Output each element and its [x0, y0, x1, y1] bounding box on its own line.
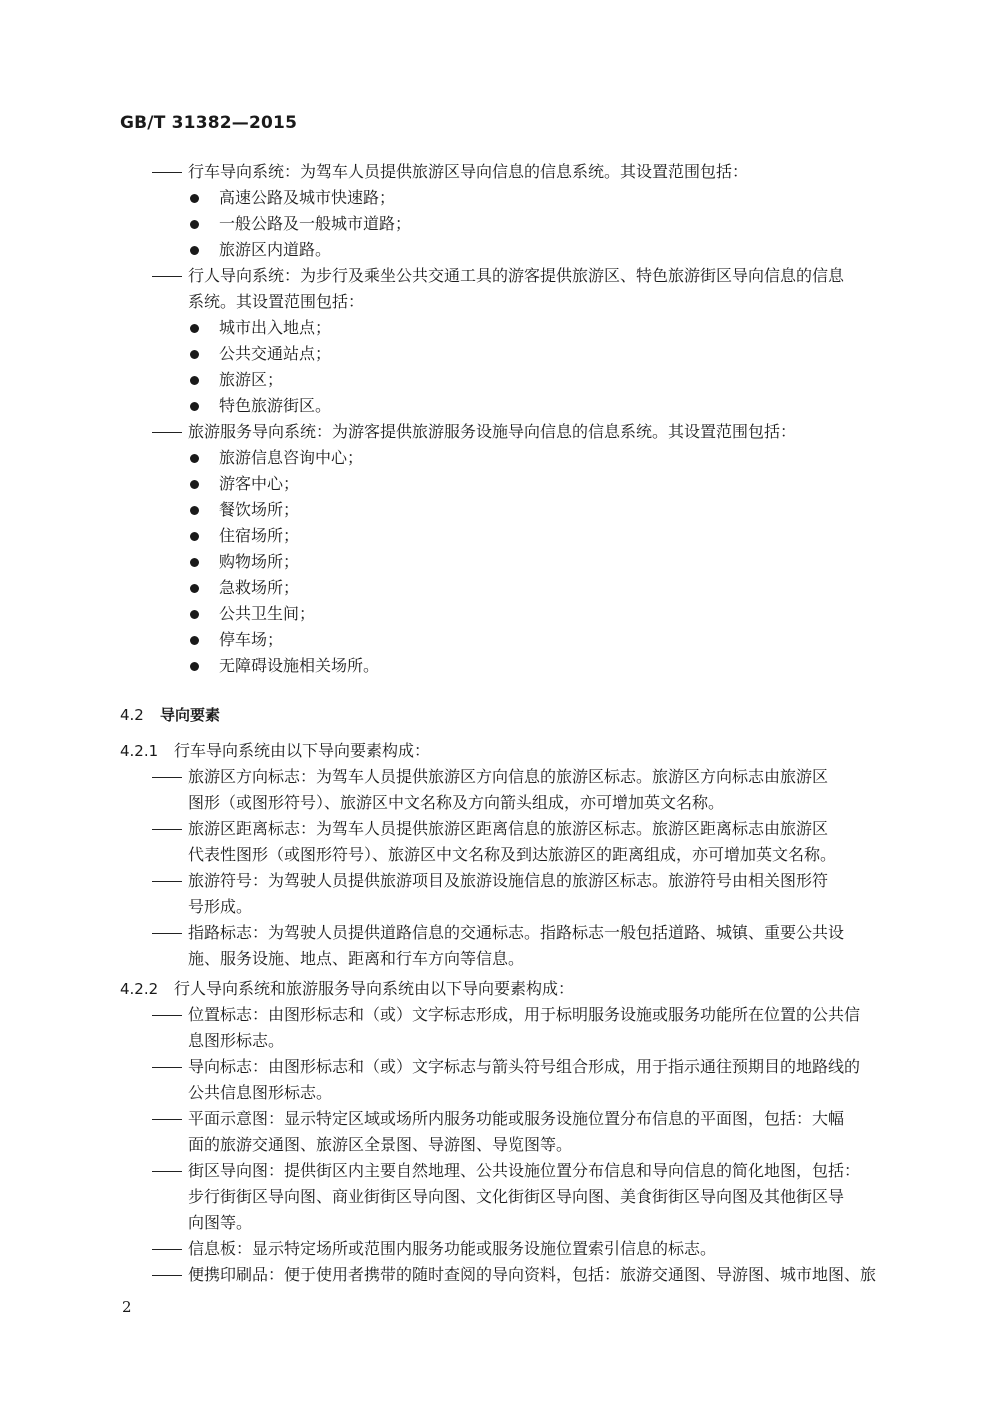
- element-definition-cont: 步行街街区导向图、商业街街区导向图、文化街街区导向图、美食街街区导向图及其他街区导: [188, 1187, 845, 1206]
- element-definition: 便携印刷品：便于使用者携带的随时查阅的导向资料，包括：旅游交通图、导游图、城市地图、旅: [188, 1265, 877, 1284]
- element-definition: 平面示意图：显示特定区域或场所内服务功能或服务设施位置分布信息的平面图，包括：大幅: [188, 1109, 845, 1128]
- service-guidance-definition: 旅游服务导向系统：为游客提供旅游服务设施导向信息的信息系统。其设置范围包括：: [188, 422, 797, 441]
- element-definition: 位置标志：由图形标志和（或）文字标志形成，用于标明服务设施或服务功能所在位置的公共信: [188, 1005, 861, 1024]
- dash-marker: [152, 881, 182, 882]
- dash-marker: [152, 1119, 182, 1120]
- driving-scope-item: 高速公路及城市快速路；: [219, 188, 396, 207]
- bullet-dot: [190, 532, 199, 541]
- element-definition-cont: 代表性图形（或图形符号）、旅游区中文名称及到达旅游区的距离组成，亦可增加英文名称。: [188, 845, 837, 864]
- service-scope-item: 急救场所；: [219, 578, 300, 597]
- element-definition: 旅游符号：为驾驶人员提供旅游项目及旅游设施信息的旅游区标志。旅游符号由相关图形符: [188, 871, 829, 890]
- bullet-dot: [190, 636, 199, 645]
- element-definition-cont: 施、服务设施、地点、距离和行车方向等信息。: [188, 949, 525, 968]
- element-definition-cont: 图形（或图形符号）、旅游区中文名称及方向箭头组成，亦可增加英文名称。: [188, 793, 725, 812]
- element-definition-cont: 向图等。: [188, 1213, 253, 1232]
- dash-marker: [152, 933, 182, 934]
- pedestrian-scope-item: 特色旅游街区。: [219, 396, 332, 415]
- service-scope-item: 游客中心；: [219, 474, 300, 493]
- bullet-dot: [190, 376, 199, 385]
- element-definition: 信息板：显示特定场所或范围内服务功能或服务设施位置索引信息的标志。: [188, 1239, 717, 1258]
- section-heading-4-2: [120, 702, 220, 728]
- subsection-text: 行车导向系统由以下导向要素构成：: [174, 741, 431, 760]
- driving-scope-item: 一般公路及一般城市道路；: [219, 214, 412, 233]
- dash-marker: [152, 1275, 182, 1276]
- bullet-dot: [190, 350, 199, 359]
- service-scope-item: 公共卫生间；: [219, 604, 316, 623]
- element-definition-cont: 面的旅游交通图、旅游区全景图、导游图、导览图等。: [188, 1135, 573, 1154]
- service-scope-item: 停车场；: [219, 630, 284, 649]
- bullet-dot: [190, 506, 199, 515]
- pedestrian-scope-item: 城市出入地点；: [219, 318, 332, 337]
- element-definition-cont: 息图形标志。: [188, 1031, 285, 1050]
- bullet-dot: [190, 402, 199, 411]
- service-scope-item: 无障碍设施相关场所。: [219, 656, 380, 675]
- dash-marker: [152, 1171, 182, 1172]
- section-title: 导向要素: [160, 706, 221, 724]
- bullet-dot: [190, 662, 199, 671]
- standard-code: GB/T 31382—2015: [120, 113, 298, 133]
- service-scope-item: 住宿场所；: [219, 526, 300, 545]
- bullet-dot: [190, 558, 199, 567]
- bullet-dot: [190, 324, 199, 333]
- service-scope-item: 购物场所；: [219, 552, 300, 571]
- driving-guidance-definition: 行车导向系统：为驾车人员提供旅游区导向信息的信息系统。其设置范围包括：: [188, 162, 749, 181]
- dash-marker: [152, 777, 182, 778]
- section-number: 4.2: [120, 706, 144, 724]
- service-scope-item: 餐饮场所；: [219, 500, 300, 519]
- bullet-dot: [190, 584, 199, 593]
- element-definition-cont: 号形成。: [188, 897, 253, 916]
- bullet-dot: [190, 194, 199, 203]
- element-definition: 旅游区方向标志：为驾车人员提供旅游区方向信息的旅游区标志。旅游区方向标志由旅游区: [188, 767, 829, 786]
- bullet-dot: [190, 246, 199, 255]
- element-definition-cont: 公共信息图形标志。: [188, 1083, 333, 1102]
- subsection-number: 4.2.2: [120, 980, 159, 998]
- subsection-4-2-1: [120, 738, 430, 764]
- dash-marker: [152, 276, 182, 277]
- dash-marker: [152, 432, 182, 433]
- pedestrian-guidance-definition-cont: 系统。其设置范围包括：: [188, 292, 365, 311]
- driving-scope-item: 旅游区内道路。: [219, 240, 332, 259]
- service-scope-item: 旅游信息咨询中心；: [219, 448, 364, 467]
- pedestrian-guidance-definition: 行人导向系统：为步行及乘坐公共交通工具的游客提供旅游区、特色旅游街区导向信息的信息: [188, 266, 845, 285]
- pedestrian-scope-item: 旅游区；: [219, 370, 284, 389]
- dash-marker: [152, 172, 182, 173]
- element-definition: 指路标志：为驾驶人员提供道路信息的交通标志。指路标志一般包括道路、城镇、重要公共设: [188, 923, 845, 942]
- page-number: 2: [122, 1298, 132, 1316]
- dash-marker: [152, 1249, 182, 1250]
- pedestrian-scope-item: 公共交通站点；: [219, 344, 332, 363]
- subsection-4-2-2: [120, 976, 574, 1002]
- bullet-dot: [190, 480, 199, 489]
- element-definition: 导向标志：由图形标志和（或）文字标志与箭头符号组合形成，用于指示通往预期目的地路线的: [188, 1057, 861, 1076]
- subsection-text: 行人导向系统和旅游服务导向系统由以下导向要素构成：: [174, 979, 575, 998]
- bullet-dot: [190, 454, 199, 463]
- element-definition: 旅游区距离标志：为驾车人员提供旅游区距离信息的旅游区标志。旅游区距离标志由旅游区: [188, 819, 829, 838]
- dash-marker: [152, 1067, 182, 1068]
- dash-marker: [152, 1015, 182, 1016]
- subsection-number: 4.2.1: [120, 742, 159, 760]
- bullet-dot: [190, 220, 199, 229]
- dash-marker: [152, 829, 182, 830]
- element-definition: 街区导向图：提供街区内主要自然地理、公共设施位置分布信息和导向信息的简化地图，包括：: [188, 1161, 861, 1180]
- bullet-dot: [190, 610, 199, 619]
